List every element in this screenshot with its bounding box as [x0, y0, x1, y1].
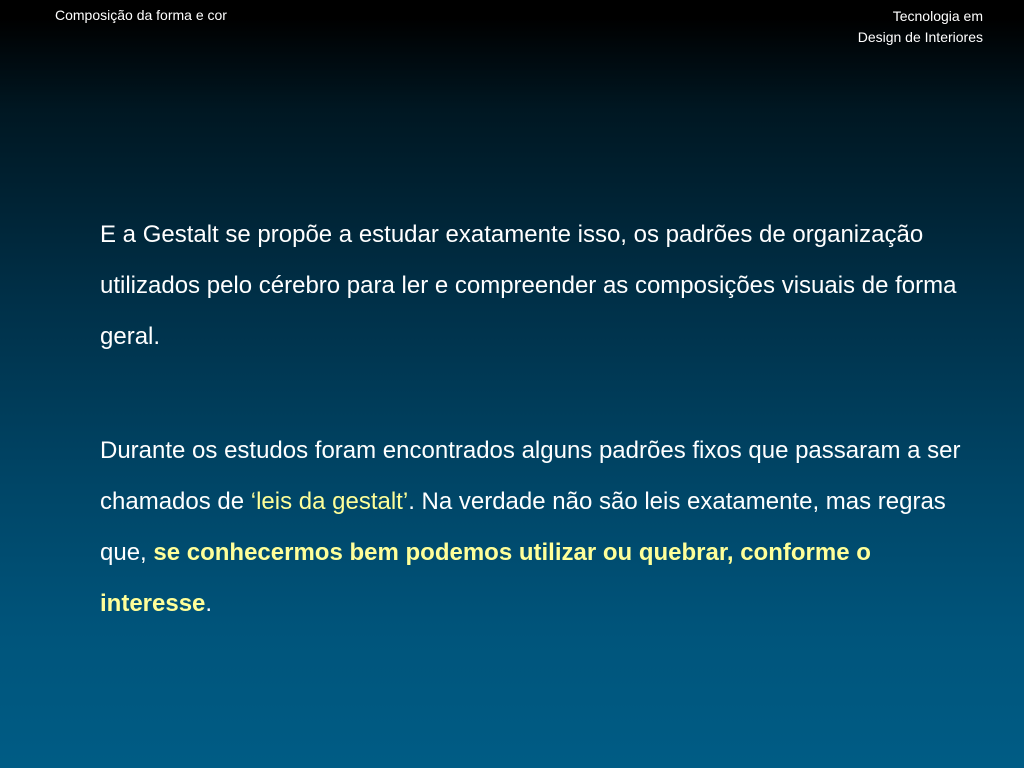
paragraph-text-part1: Durante os estudos foram encontrados alguns padrões fixos que passaram a ser chamados de	[100, 437, 961, 515]
header-course-title: Composição da forma e cor	[55, 7, 227, 23]
paragraph-text-part3: .	[205, 590, 213, 617]
slide-body	[100, 209, 980, 629]
emphasis-highlight: se conhecermos bem podemos utilizar ou quebrar, conforme o interesse	[100, 539, 871, 617]
leis-da-gestalt-highlight: ‘leis da gestalt’	[250, 488, 409, 515]
header-program-line1: Tecnologia em	[892, 8, 983, 24]
header-program	[858, 6, 983, 48]
paragraph-text-part2: . Na verdade não são leis exatamente, mas regras que,	[100, 488, 946, 566]
paragraph-gestalt-intro: E a Gestalt se propõe a estudar exatamente isso, os padrões de organização utilizados pelo cérebro para ler e compreender as composições visuais de forma geral.	[100, 221, 957, 350]
paragraph-gestalt-laws	[100, 425, 980, 629]
header-program-line2: Design de Interiores	[857, 29, 983, 45]
